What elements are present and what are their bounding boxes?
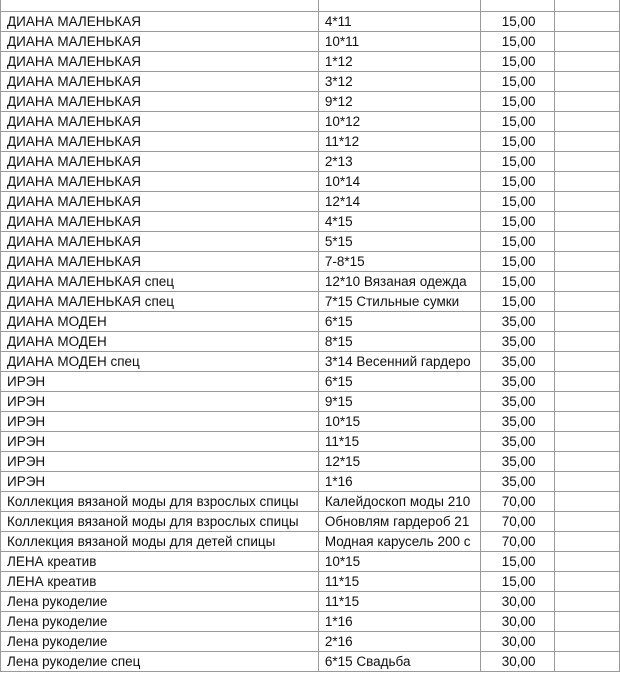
name-cell[interactable]: ИРЭН [1, 371, 319, 391]
price-cell[interactable]: 15,00 [480, 71, 554, 91]
price-cell[interactable]: 15,00 [480, 251, 554, 271]
code-cell[interactable]: 4*11 [318, 11, 480, 31]
price-cell[interactable]: 15,00 [480, 191, 554, 211]
code-cell[interactable]: 11*15 [318, 571, 480, 591]
table-row [1, 511, 620, 531]
table-row [1, 51, 620, 71]
empty-cell[interactable] [554, 231, 619, 251]
table-row [1, 611, 620, 631]
empty-cell[interactable] [554, 391, 619, 411]
table-row [1, 351, 620, 371]
price-cell[interactable]: 70,00 [480, 511, 554, 531]
price-cell[interactable]: 15,00 [480, 11, 554, 31]
table-row [1, 131, 620, 151]
empty-cell[interactable] [554, 631, 619, 651]
code-cell[interactable]: 7*15 Стильные сумки [318, 291, 480, 311]
table-row [1, 291, 620, 311]
empty-cell[interactable] [554, 431, 619, 451]
price-cell[interactable]: 15,00 [480, 51, 554, 71]
name-cell[interactable] [1, 0, 319, 11]
table-row [1, 0, 620, 11]
empty-cell[interactable] [554, 271, 619, 291]
table-row [1, 451, 620, 471]
code-cell[interactable]: 11*12 [318, 131, 480, 151]
code-cell[interactable]: 7-8*15 [318, 251, 480, 271]
name-cell[interactable]: ДИАНА МАЛЕНЬКАЯ [1, 251, 319, 271]
empty-cell[interactable] [554, 611, 619, 631]
name-cell[interactable]: ИРЭН [1, 431, 319, 451]
price-cell[interactable] [480, 0, 554, 11]
code-cell[interactable]: Обновлям гардероб 21 [318, 511, 480, 531]
name-cell[interactable]: ДИАНА МАЛЕНЬКАЯ [1, 31, 319, 51]
empty-cell[interactable] [554, 471, 619, 491]
empty-cell[interactable] [554, 111, 619, 131]
price-cell[interactable]: 15,00 [480, 211, 554, 231]
table-row [1, 191, 620, 211]
table-row [1, 271, 620, 291]
name-cell[interactable]: ИРЭН [1, 391, 319, 411]
code-cell[interactable]: 9*15 [318, 391, 480, 411]
price-cell[interactable]: 15,00 [480, 291, 554, 311]
code-cell[interactable]: 12*14 [318, 191, 480, 211]
empty-cell[interactable] [554, 131, 619, 151]
table-row [1, 211, 620, 231]
empty-cell[interactable] [554, 71, 619, 91]
table-row [1, 151, 620, 171]
code-cell[interactable]: 5*15 [318, 231, 480, 251]
empty-cell[interactable] [554, 211, 619, 231]
name-cell[interactable]: ДИАНА МАЛЕНЬКАЯ [1, 111, 319, 131]
price-cell[interactable]: 15,00 [480, 151, 554, 171]
code-cell[interactable]: 6*15 [318, 371, 480, 391]
price-cell[interactable]: 35,00 [480, 431, 554, 451]
code-cell[interactable]: 3*14 Весенний гардеро [318, 351, 480, 371]
name-cell[interactable]: Коллекция вязаной моды для взрослых спицы [1, 511, 319, 531]
code-cell[interactable]: 4*15 [318, 211, 480, 231]
price-cell[interactable]: 30,00 [480, 631, 554, 651]
empty-cell[interactable] [554, 591, 619, 611]
code-cell[interactable]: 12*10 Вязаная одежда [318, 271, 480, 291]
code-cell[interactable]: 9*12 [318, 91, 480, 111]
table-row [1, 311, 620, 331]
table-row [1, 551, 620, 571]
name-cell[interactable]: ДИАНА МАЛЕНЬКАЯ [1, 91, 319, 111]
empty-cell[interactable] [554, 371, 619, 391]
table-row [1, 411, 620, 431]
code-cell[interactable]: 12*15 [318, 451, 480, 471]
name-cell[interactable]: ДИАНА МАЛЕНЬКАЯ [1, 131, 319, 151]
code-cell[interactable]: 11*15 [318, 591, 480, 611]
table-row [1, 91, 620, 111]
empty-cell[interactable] [554, 251, 619, 271]
table-row [1, 331, 620, 351]
name-cell[interactable]: Коллекция вязаной моды для детей спицы [1, 531, 319, 551]
empty-cell[interactable] [554, 571, 619, 591]
table-row [1, 491, 620, 511]
price-cell[interactable]: 35,00 [480, 451, 554, 471]
price-cell[interactable]: 35,00 [480, 331, 554, 351]
code-cell[interactable]: 10*12 [318, 111, 480, 131]
empty-cell[interactable] [554, 311, 619, 331]
name-cell[interactable]: ДИАНА МОДЕН спец [1, 351, 319, 371]
name-cell[interactable]: ДИАНА МАЛЕНЬКАЯ [1, 191, 319, 211]
spreadsheet-body [1, 0, 620, 671]
empty-cell[interactable] [554, 451, 619, 471]
price-cell[interactable]: 30,00 [480, 611, 554, 631]
empty-cell[interactable] [554, 411, 619, 431]
name-cell[interactable]: Коллекция вязаной моды для взрослых спицы [1, 491, 319, 511]
name-cell[interactable]: ДИАНА МОДЕН [1, 311, 319, 331]
price-cell[interactable]: 15,00 [480, 171, 554, 191]
name-cell[interactable]: ДИАНА МАЛЕНЬКАЯ спец [1, 291, 319, 311]
empty-cell[interactable] [554, 0, 619, 11]
table-row [1, 631, 620, 651]
name-cell[interactable]: Лена рукоделие спец [1, 651, 319, 671]
code-cell[interactable] [318, 0, 480, 11]
price-cell[interactable]: 15,00 [480, 31, 554, 51]
code-cell[interactable]: 11*15 [318, 431, 480, 451]
empty-cell[interactable] [554, 191, 619, 211]
price-cell[interactable]: 30,00 [480, 591, 554, 611]
table-row [1, 391, 620, 411]
name-cell[interactable]: ДИАНА МАЛЕНЬКАЯ [1, 231, 319, 251]
table-row [1, 591, 620, 611]
code-cell[interactable]: 2*16 [318, 631, 480, 651]
empty-cell[interactable] [554, 351, 619, 371]
empty-cell[interactable] [554, 551, 619, 571]
code-cell[interactable]: Калейдоскоп моды 210 [318, 491, 480, 511]
code-cell[interactable]: 10*14 [318, 171, 480, 191]
price-cell[interactable]: 15,00 [480, 91, 554, 111]
price-cell[interactable]: 35,00 [480, 391, 554, 411]
empty-cell[interactable] [554, 491, 619, 511]
name-cell[interactable]: ДИАНА МАЛЕНЬКАЯ [1, 11, 319, 31]
empty-cell[interactable] [554, 51, 619, 71]
code-cell[interactable]: 10*15 [318, 411, 480, 431]
code-cell[interactable]: 6*15 [318, 311, 480, 331]
empty-cell[interactable] [554, 151, 619, 171]
name-cell[interactable]: ДИАНА МАЛЕНЬКАЯ [1, 171, 319, 191]
table-row [1, 471, 620, 491]
table-row [1, 251, 620, 271]
code-cell[interactable]: 1*16 [318, 471, 480, 491]
empty-cell[interactable] [554, 171, 619, 191]
price-cell[interactable]: 15,00 [480, 551, 554, 571]
code-cell[interactable]: Модная карусель 200 с [318, 531, 480, 551]
name-cell[interactable]: Лена рукоделие [1, 591, 319, 611]
table-row [1, 571, 620, 591]
empty-cell[interactable] [554, 331, 619, 351]
name-cell[interactable]: ЛЕНА креатив [1, 551, 319, 571]
price-cell[interactable]: 35,00 [480, 311, 554, 331]
name-cell[interactable]: Лена рукоделие [1, 611, 319, 631]
code-cell[interactable]: 3*12 [318, 71, 480, 91]
code-cell[interactable]: 6*15 Свадьба [318, 651, 480, 671]
table-row [1, 171, 620, 191]
table-row [1, 431, 620, 451]
price-cell[interactable]: 35,00 [480, 351, 554, 371]
code-cell[interactable]: 2*13 [318, 151, 480, 171]
price-cell[interactable]: 15,00 [480, 231, 554, 251]
table-row [1, 371, 620, 391]
name-cell[interactable]: ДИАНА МАЛЕНЬКАЯ [1, 211, 319, 231]
empty-cell[interactable] [554, 531, 619, 551]
table-row [1, 71, 620, 91]
price-cell[interactable]: 15,00 [480, 571, 554, 591]
code-cell[interactable]: 10*15 [318, 551, 480, 571]
price-cell[interactable]: 35,00 [480, 371, 554, 391]
price-cell[interactable]: 15,00 [480, 111, 554, 131]
table-row [1, 231, 620, 251]
name-cell[interactable]: ДИАНА МАЛЕНЬКАЯ [1, 51, 319, 71]
empty-cell[interactable] [554, 291, 619, 311]
table-row [1, 531, 620, 551]
table-row [1, 31, 620, 51]
table-row [1, 11, 620, 31]
price-cell[interactable]: 15,00 [480, 131, 554, 151]
table-row [1, 651, 620, 671]
price-cell[interactable]: 35,00 [480, 471, 554, 491]
table-row [1, 111, 620, 131]
code-cell[interactable]: 1*12 [318, 51, 480, 71]
price-cell[interactable]: 70,00 [480, 531, 554, 551]
price-cell[interactable]: 30,00 [480, 651, 554, 671]
name-cell[interactable]: ДИАНА МАЛЕНЬКАЯ [1, 71, 319, 91]
empty-cell[interactable] [554, 31, 619, 51]
price-cell[interactable]: 35,00 [480, 411, 554, 431]
name-cell[interactable]: ИРЭН [1, 471, 319, 491]
empty-cell[interactable] [554, 91, 619, 111]
empty-cell[interactable] [554, 651, 619, 671]
name-cell[interactable]: ИРЭН [1, 411, 319, 431]
name-cell[interactable]: Лена рукоделие [1, 631, 319, 651]
name-cell[interactable]: ДИАНА МАЛЕНЬКАЯ спец [1, 271, 319, 291]
empty-cell[interactable] [554, 11, 619, 31]
name-cell[interactable]: ЛЕНА креатив [1, 571, 319, 591]
name-cell[interactable]: ДИАНА МОДЕН [1, 331, 319, 351]
price-cell[interactable]: 15,00 [480, 271, 554, 291]
code-cell[interactable]: 10*11 [318, 31, 480, 51]
price-cell[interactable]: 70,00 [480, 491, 554, 511]
empty-cell[interactable] [554, 511, 619, 531]
code-cell[interactable]: 1*16 [318, 611, 480, 631]
name-cell[interactable]: ДИАНА МАЛЕНЬКАЯ [1, 151, 319, 171]
name-cell[interactable]: ИРЭН [1, 451, 319, 471]
code-cell[interactable]: 8*15 [318, 331, 480, 351]
